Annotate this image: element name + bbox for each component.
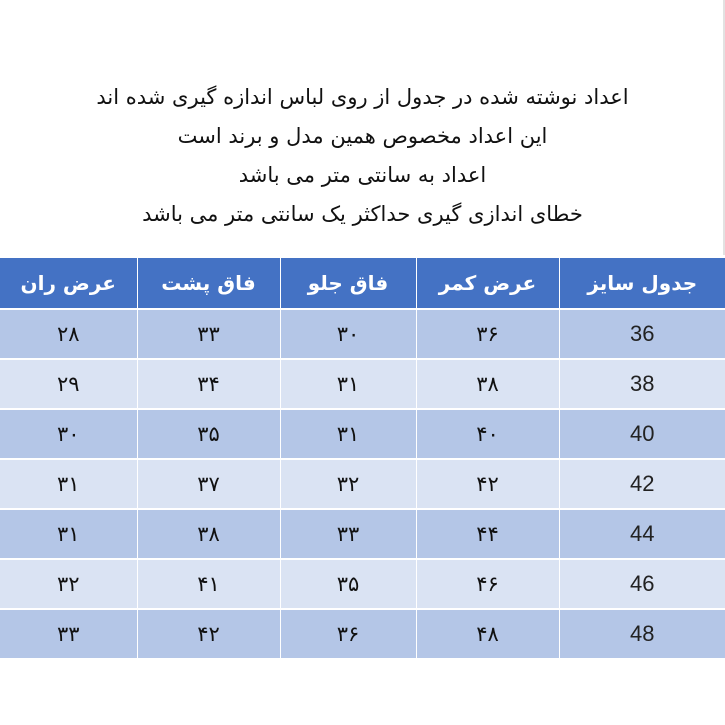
note-line: این اعداد مخصوص همین مدل و برند است	[177, 124, 548, 148]
thigh-width-cell: ۳۰	[0, 409, 137, 459]
header-front-rise: فاق جلو	[280, 258, 416, 309]
header-waist-width: عرض کمر	[416, 258, 559, 309]
thigh-width-cell: ۲۹	[0, 359, 137, 409]
back-rise-cell: ۴۱	[137, 559, 280, 609]
table-row	[0, 509, 725, 559]
back-rise-cell: ۳۷	[137, 459, 280, 509]
back-rise-cell: ۳۳	[137, 309, 280, 359]
size-cell: 38	[559, 359, 725, 409]
thigh-width-cell: ۳۲	[0, 559, 137, 609]
thigh-width-cell: ۲۸	[0, 309, 137, 359]
front-rise-cell: ۳۳	[280, 509, 416, 559]
thigh-width-cell: ۳۱	[0, 509, 137, 559]
waist-width-cell: ۴۶	[416, 559, 559, 609]
front-rise-cell: ۳۱	[280, 359, 416, 409]
waist-width-cell: ۳۸	[416, 359, 559, 409]
back-rise-cell: ۳۵	[137, 409, 280, 459]
front-rise-cell: ۳۶	[280, 609, 416, 658]
size-cell: 48	[559, 609, 725, 658]
back-rise-cell: ۳۴	[137, 359, 280, 409]
size-table	[0, 258, 725, 658]
header-back-rise: فاق پشت	[137, 258, 280, 309]
note-line: خطای اندازی گیری حداکثر یک سانتی متر می باشد	[142, 202, 583, 226]
waist-width-cell: ۴۲	[416, 459, 559, 509]
thigh-width-cell: ۳۱	[0, 459, 137, 509]
table-row	[0, 459, 725, 509]
waist-width-cell: ۴۸	[416, 609, 559, 658]
table-row	[0, 609, 725, 658]
back-rise-cell: ۴۲	[137, 609, 280, 658]
table-row	[0, 409, 725, 459]
front-rise-cell: ۳۵	[280, 559, 416, 609]
waist-width-cell: ۴۴	[416, 509, 559, 559]
size-cell: 40	[559, 409, 725, 459]
size-cell: 46	[559, 559, 725, 609]
front-rise-cell: ۳۰	[280, 309, 416, 359]
waist-width-cell: ۴۰	[416, 409, 559, 459]
front-rise-cell: ۳۲	[280, 459, 416, 509]
front-rise-cell: ۳۱	[280, 409, 416, 459]
note-line: اعداد به سانتی متر می باشد	[238, 163, 487, 187]
waist-width-cell: ۳۶	[416, 309, 559, 359]
header-thigh-width: عرض ران	[0, 258, 137, 309]
note-line: اعداد نوشته شده در جدول از روی لباس اندازه گیری شده اند	[96, 85, 629, 109]
size-cell: 36	[559, 309, 725, 359]
size-cell: 42	[559, 459, 725, 509]
table-row	[0, 309, 725, 359]
table-row	[0, 359, 725, 409]
back-rise-cell: ۳۸	[137, 509, 280, 559]
table-header-row	[0, 258, 725, 309]
measurement-notes	[0, 78, 725, 234]
header-size-chart: جدول سایز	[559, 258, 725, 309]
thigh-width-cell: ۳۳	[0, 609, 137, 658]
table-row	[0, 559, 725, 609]
size-cell: 44	[559, 509, 725, 559]
